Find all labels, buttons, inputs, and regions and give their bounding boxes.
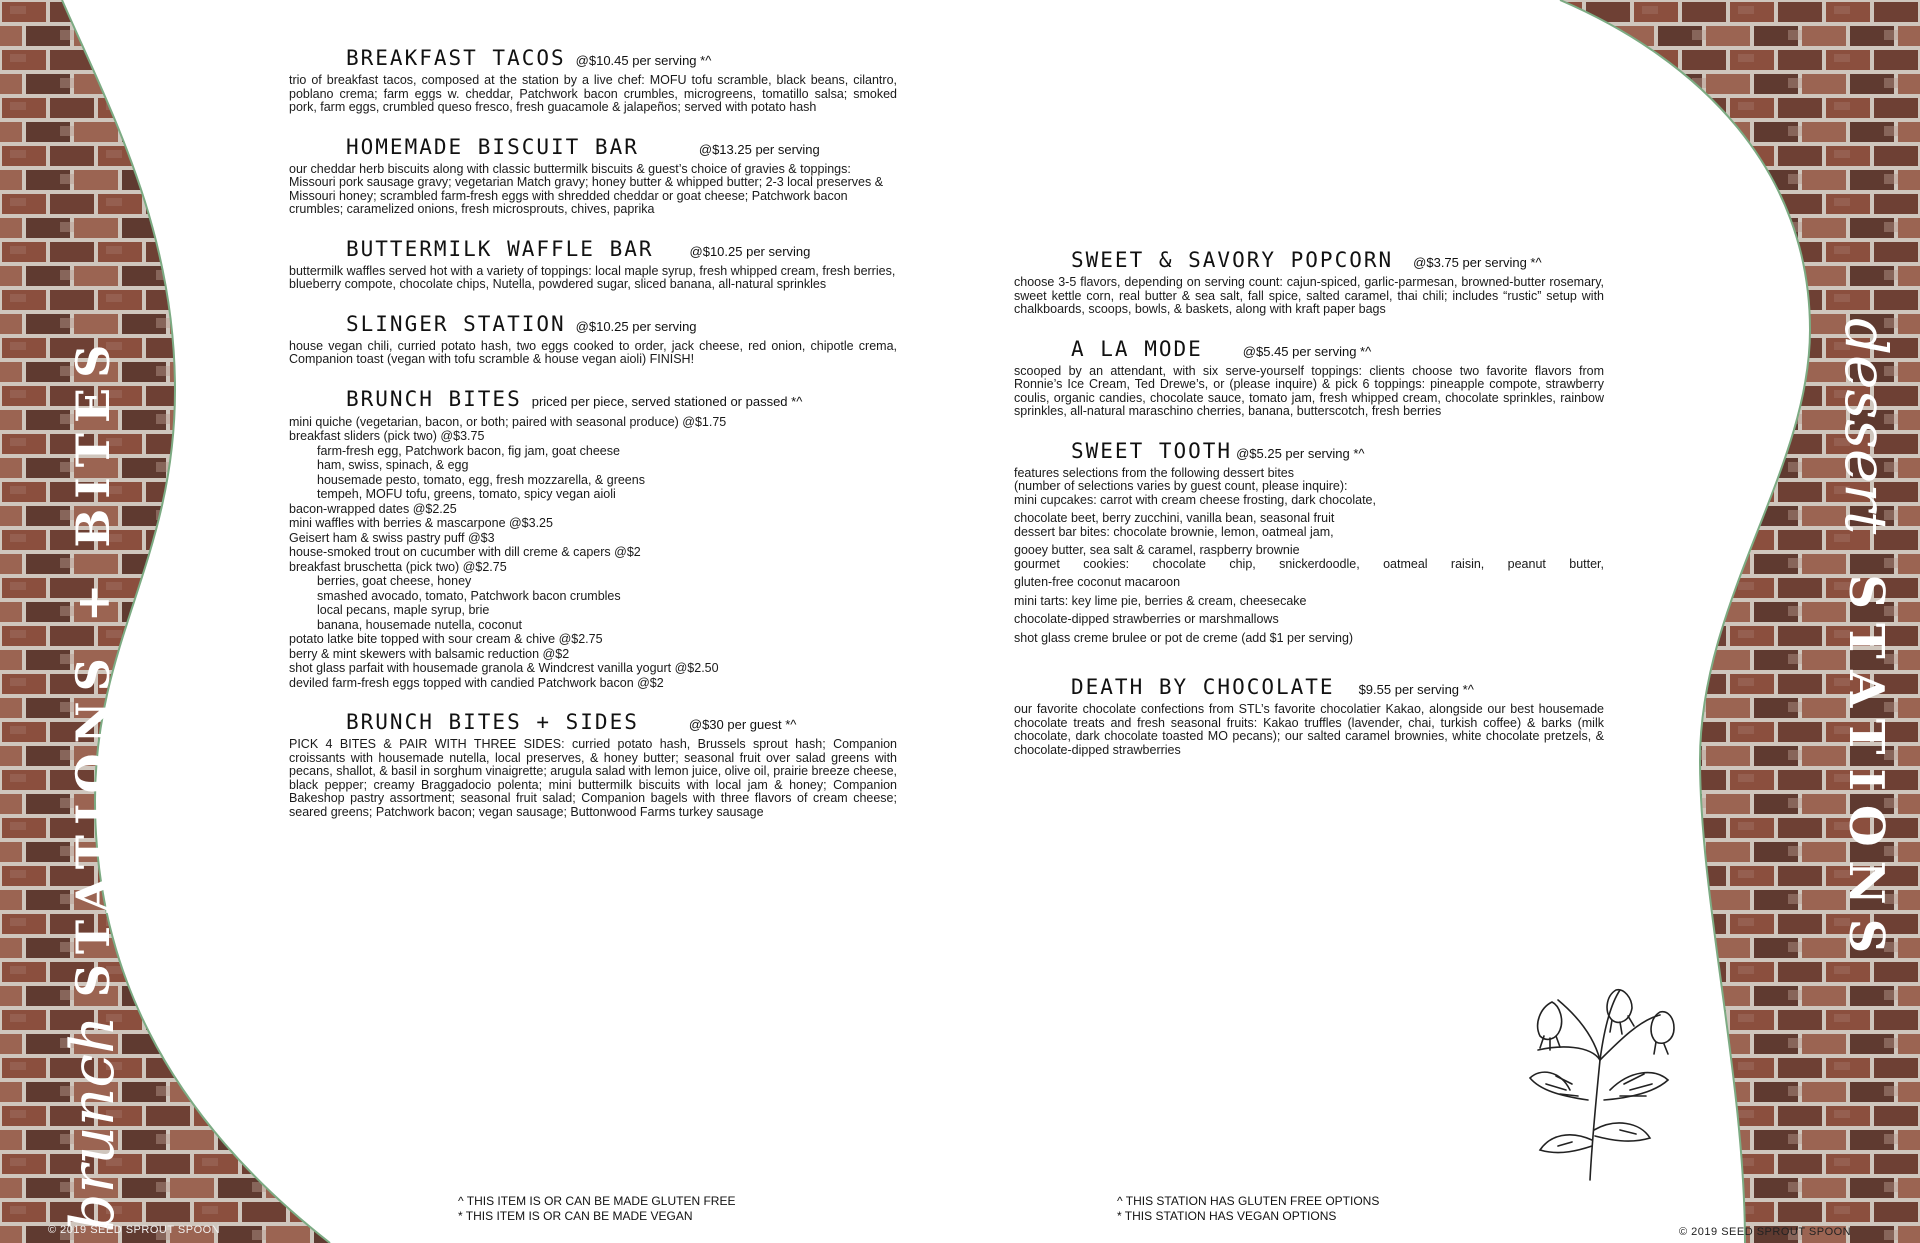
section-description: house vegan chili, curried potato hash, two eggs cooked to order, jack cheese, red onion, chipotle crema, Companion toast (vegan with tofu scramble & house vegan aioli) FINISH! — [289, 338, 897, 366]
list-item: bacon-wrapped dates @$2.25 — [289, 501, 457, 516]
brunch-column — [289, 46, 897, 839]
section-price: @$13.25 per serving — [698, 141, 820, 157]
section-title: BRUNCH BITES — [346, 386, 522, 411]
list-item: deviled farm-fresh eggs topped with candied Patchwork bacon @$2 — [289, 675, 664, 690]
list-item: breakfast bruschetta (pick two) @$2.75 — [289, 559, 507, 574]
list-item: breakfast sliders (pick two) @$3.75 — [289, 429, 485, 443]
list-item: housemade pesto, tomato, egg, fresh mozzarella, & greens — [317, 472, 645, 487]
brunch-bites-section — [289, 387, 897, 691]
dessert-column — [1014, 248, 1604, 777]
section-price: @$5.25 per serving *^ — [1236, 445, 1365, 461]
left-brick-panel — [0, 0, 330, 1243]
section-description: scooped by an attendant, with six serve-yourself toppings: clients choose two favorite flavors from Ronnie’s Ice Cream, Ted Drewe’s, or (please inquire) & pick 6 toppings: pineapple compote, strawberry coulis, organic candies, chocolate sauce, tomato jam, fresh whipped cream, chocolate sprinkles, rainbow sprinkles, all-natural maraschino cherries, banana, butterscotch, fresh berries — [1014, 363, 1604, 418]
section-description: our cheddar herb biscuits along with classic buttermilk biscuits & guest’s choice of gravies & toppings: Missouri pork sausage gravy; vegetarian Match gravy; honey butter & whipped butter; 2-3 local preserves & Missouri honey; scrambled farm-fresh eggs with shredded cheddar or goat cheese; Patchwork bacon crumbles; caramelized onions, fresh microsprouts, chives, paprika — [289, 161, 884, 216]
section-price: @$10.25 per serving — [689, 243, 811, 259]
list-item: mini waffles with berries & mascarpone @$3.25 — [289, 516, 553, 530]
flower-illustration — [1500, 950, 1690, 1185]
section-price: @$5.45 per serving *^ — [1242, 343, 1372, 359]
section-title: BUTTERMILK WAFFLE BAR — [346, 236, 654, 261]
list-item: tempeh, MOFU tofu, greens, tomato, spicy vegan aioli — [317, 487, 616, 501]
list-item: potato latke bite topped with sour cream & chive @$2.75 — [289, 632, 603, 646]
section-title: A LA MODE — [1071, 336, 1203, 361]
left-banner-script: brunch — [58, 1015, 128, 1232]
list-item: berry & mint skewers with balsamic reduction @$2 — [289, 646, 570, 661]
footnote: * THIS STATION HAS VEGAN OPTIONS — [1117, 1209, 1337, 1223]
list-item: gourmet cookies: chocolate chip, snickerdoodle, oatmeal raisin, peanut butter, — [1014, 556, 1604, 571]
section-price: priced per piece, served stationed or passed *^ — [531, 393, 803, 409]
section-description: our favorite chocolate confections from STL’s favorite chocolatier Kakao, alongside our best housemade chocolate treats and fresh seasonal fruits: Kakao truffles (lavender, chai, turkish coffee) & barks (milk chocolate, dark chocolate toasted MO pecans); our salted caramel brownies, white chocolate pretzels, & chocolate-dipped strawberries — [1014, 702, 1604, 757]
left-banner — [58, 335, 128, 1232]
menu-section — [289, 312, 897, 367]
list-item: chocolate-dipped strawberries or marshmallows — [1014, 612, 1279, 626]
menu-section — [289, 46, 897, 115]
section-price: @$30 per guest *^ — [688, 717, 797, 732]
footnotes-right — [1117, 1194, 1379, 1224]
list-item: mini cupcakes: carrot with cream cheese frosting, dark chocolate, — [1014, 492, 1376, 507]
list-item: shot glass parfait with housemade granola & Windcrest vanilla yogurt @$2.50 — [289, 661, 719, 675]
section-description: choose 3-5 flavors, depending on serving count: cajun-spiced, garlic-parmesan, browned-butter rosemary, sweet kettle corn, real butter & sea salt, fall spice, salted caramel, thai chili; includes “rustic” setup with chalkboards, scoops, bowls, & baskets, along with kraft paper bags — [1014, 275, 1604, 316]
section-title: SWEET TOOTH — [1071, 438, 1233, 463]
section-title: SWEET & SAVORY POPCORN — [1071, 248, 1394, 272]
section-price: @$10.25 per serving — [575, 318, 697, 334]
section-price: @$10.45 per serving *^ — [575, 53, 712, 68]
bites-sides-section — [289, 710, 897, 819]
list-item: gooey butter, sea salt & caramel, raspberry brownie — [1014, 543, 1300, 557]
list-item: ham, swiss, spinach, & egg — [317, 458, 469, 472]
list-item: dessert bar bites: chocolate brownie, lemon, oatmeal jam, — [1014, 524, 1334, 539]
section-price: @$3.75 per serving *^ — [1413, 255, 1542, 270]
footnote: ^ THIS ITEM IS OR CAN BE MADE GLUTEN FREE — [458, 1194, 736, 1208]
list-item: gluten-free coconut macaroon — [1014, 575, 1181, 589]
section-description: PICK 4 BITES & PAIR WITH THREE SIDES: curried potato hash, Brussels sprout hash; Companion croissants with housemade nutella, local preserves, & honey butter; seasonal fruit over salad greens with pecans, shallot, & basil in sorghum vinaigrette; arugula salad with lemon juice, olive oil, prairie breeze cheese, black pepper; creamy Braggadocio polenta; mini buttermilk biscuits with local jam & honey; Companion Bakeshop pastry assortment; seasonal fruit salad; Companion bagels with three flavors of cream cheese; seared greens; Patchwork bacon; vegan sausage; Buttonwood Farms turkey sausage — [289, 737, 897, 819]
list-item: (number of selections varies by guest count, please inquire): — [1014, 479, 1348, 493]
right-banner-caps: STATIONS — [1838, 574, 1894, 968]
menu-section — [289, 237, 897, 292]
section-title: BRUNCH BITES + SIDES — [346, 710, 639, 734]
list-item: house-smoked trout on cucumber with dill creme & capers @$2 — [289, 545, 641, 559]
menu-section — [1014, 248, 1604, 317]
copyright-left: © 2019 SEED SPROUT SPOON — [48, 1224, 221, 1236]
section-description: trio of breakfast tacos, composed at the station by a live chef: MOFU tofu scramble, black beans, cilantro, poblano crema; farm eggs w. cheddar, Patchwork bacon crumbles, microgreens, tomatillo salsa; smoked pork, farm eggs, crumbled queso fresco, fresh guacamole & jalapeños; served with potato hash — [289, 73, 897, 114]
list-item: farm-fresh egg, Patchwork bacon, fig jam, goat cheese — [317, 443, 620, 458]
footnotes-left — [458, 1194, 735, 1224]
section-title: BREAKFAST TACOS — [346, 46, 566, 70]
section-title: HOMEMADE BISCUIT BAR — [346, 134, 639, 159]
list-item: Geisert ham & swiss pastry puff @$3 — [289, 530, 495, 545]
list-item: smashed avocado, tomato, Patchwork bacon crumbles — [317, 588, 621, 603]
copyright-right: © 2019 SEED SPROUT SPOON — [1679, 1226, 1852, 1238]
footnote: * THIS ITEM IS OR CAN BE MADE VEGAN — [458, 1209, 693, 1223]
section-title: SLINGER STATION — [346, 311, 566, 336]
footnote: ^ THIS STATION HAS GLUTEN FREE OPTIONS — [1117, 1194, 1380, 1208]
death-by-chocolate-section — [1014, 675, 1604, 757]
list-item: features selections from the following dessert bites — [1014, 465, 1294, 480]
list-item: banana, housemade nutella, coconut — [317, 617, 523, 632]
right-banner — [1832, 318, 1900, 967]
left-banner-caps: STATIONS + BITES — [66, 334, 120, 998]
list-item: mini tarts: key lime pie, berries & cream, cheesecake — [1014, 593, 1307, 608]
list-item: shot glass creme brulee or pot de creme (add $1 per serving) — [1014, 630, 1354, 645]
right-banner-script: dessert — [1832, 318, 1900, 535]
list-item: chocolate beet, berry zucchini, vanilla bean, seasonal fruit — [1014, 511, 1335, 525]
section-description: buttermilk waffles served hot with a variety of toppings: local maple syrup, fresh whipped cream, fresh berries, blueberry compote, chocolate chips, Nutella, powdered sugar, sliced banana, all-natural sprinkles — [289, 263, 896, 291]
section-price: $9.55 per serving *^ — [1358, 682, 1474, 697]
section-title: DEATH BY CHOCOLATE — [1071, 675, 1335, 699]
list-item: berries, goat cheese, honey — [317, 574, 472, 588]
list-item: local pecans, maple syrup, brie — [317, 603, 490, 617]
list-item: mini quiche (vegetarian, bacon, or both; paired with seasonal produce) @$1.75 — [289, 414, 727, 429]
menu-section — [1014, 337, 1604, 419]
menu-section — [289, 135, 897, 217]
sweet-tooth-section — [1014, 439, 1604, 646]
